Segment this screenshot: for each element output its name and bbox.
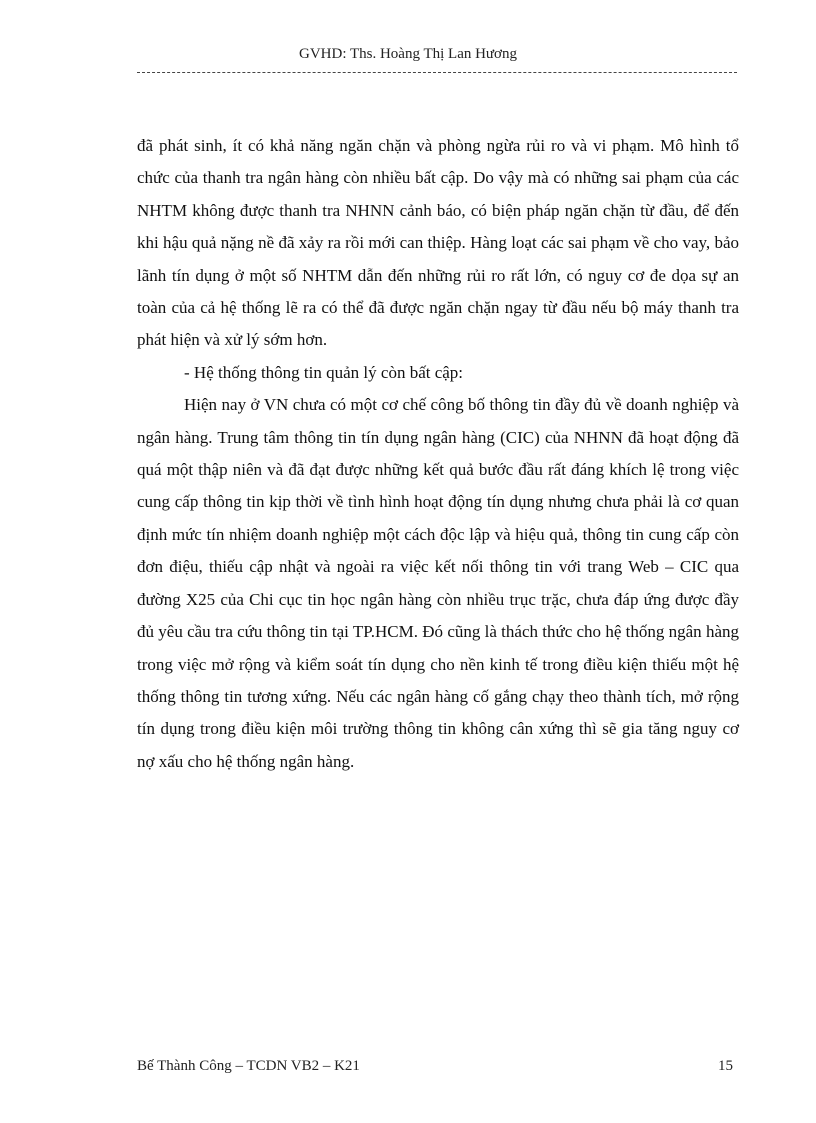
body-text (137, 130, 739, 778)
header-divider (137, 72, 737, 73)
paragraph-continuation: đã phát sinh, ít có khả năng ngăn chặn và phòng ngừa rủi ro và vi phạm. Mô hình tổ chức của thanh tra ngân hàng còn nhiều bất cập. Do vậy mà có những sai phạm của các NHTM không được thanh tra NHNN cảnh báo, có biện pháp ngăn chặn từ đầu, để đến khi hậu quả nặng nề đã xảy ra rồi mới can thiệp. Hàng loạt các sai phạm về cho vay, bảo lãnh tín dụng ở một số NHTM dẫn đến những rủi ro rất lớn, có nguy cơ đe dọa sự an toàn của cả hệ thống lẽ ra có thể đã được ngăn chặn ngay từ đầu nếu bộ máy thanh tra phát hiện và xử lý sớm hơn. (137, 136, 739, 350)
page-number: 15 (718, 1058, 733, 1074)
paragraph-subheading: - Hệ thống thông tin quản lý còn bất cập: (184, 362, 464, 382)
paragraph-information-system: Hiện nay ở VN chưa có một cơ chế công bố thông tin đầy đủ về doanh nghiệp và ngân hàng. Trung tâm thông tin tín dụng ngân hàng (CIC) của NHNN đã hoạt động đã quá một thập niên và đã đạt được những kết quả bước đầu rất đáng khích lệ trong việc cung cấp thông tin kịp thời về tình hình hoạt động tín dụng nhưng chưa phải là cơ quan định mức tín nhiệm doanh nghiệp một cách độc lập và hiệu quả, thông tin cung cấp còn đơn điệu, thiếu cập nhật và ngoài ra việc kết nối thông tin với trang Web – CIC qua đường X25 của Chi cục tin học ngân hàng còn nhiều trục trặc, chưa đáp ứng được đầy đủ yêu cầu tra cứu thông tin tại TP.HCM. Đó cũng là thách thức cho hệ thống ngân hàng trong việc mở rộng và kiểm soát tín dụng cho nền kinh tế trong điều kiện thiếu một hệ thống thông tin tương xứng. Nếu các ngân hàng cố gắng chạy theo thành tích, mở rộng tín dụng trong điều kiện môi trường thông tin không cân xứng thì sẽ gia tăng nguy cơ nợ xấu cho hệ thống ngân hàng. (137, 395, 739, 771)
page-header: GVHD: Ths. Hoàng Thị Lan Hương (299, 46, 517, 62)
footer-author: Bế Thành Công – TCDN VB2 – K21 (137, 1058, 360, 1074)
